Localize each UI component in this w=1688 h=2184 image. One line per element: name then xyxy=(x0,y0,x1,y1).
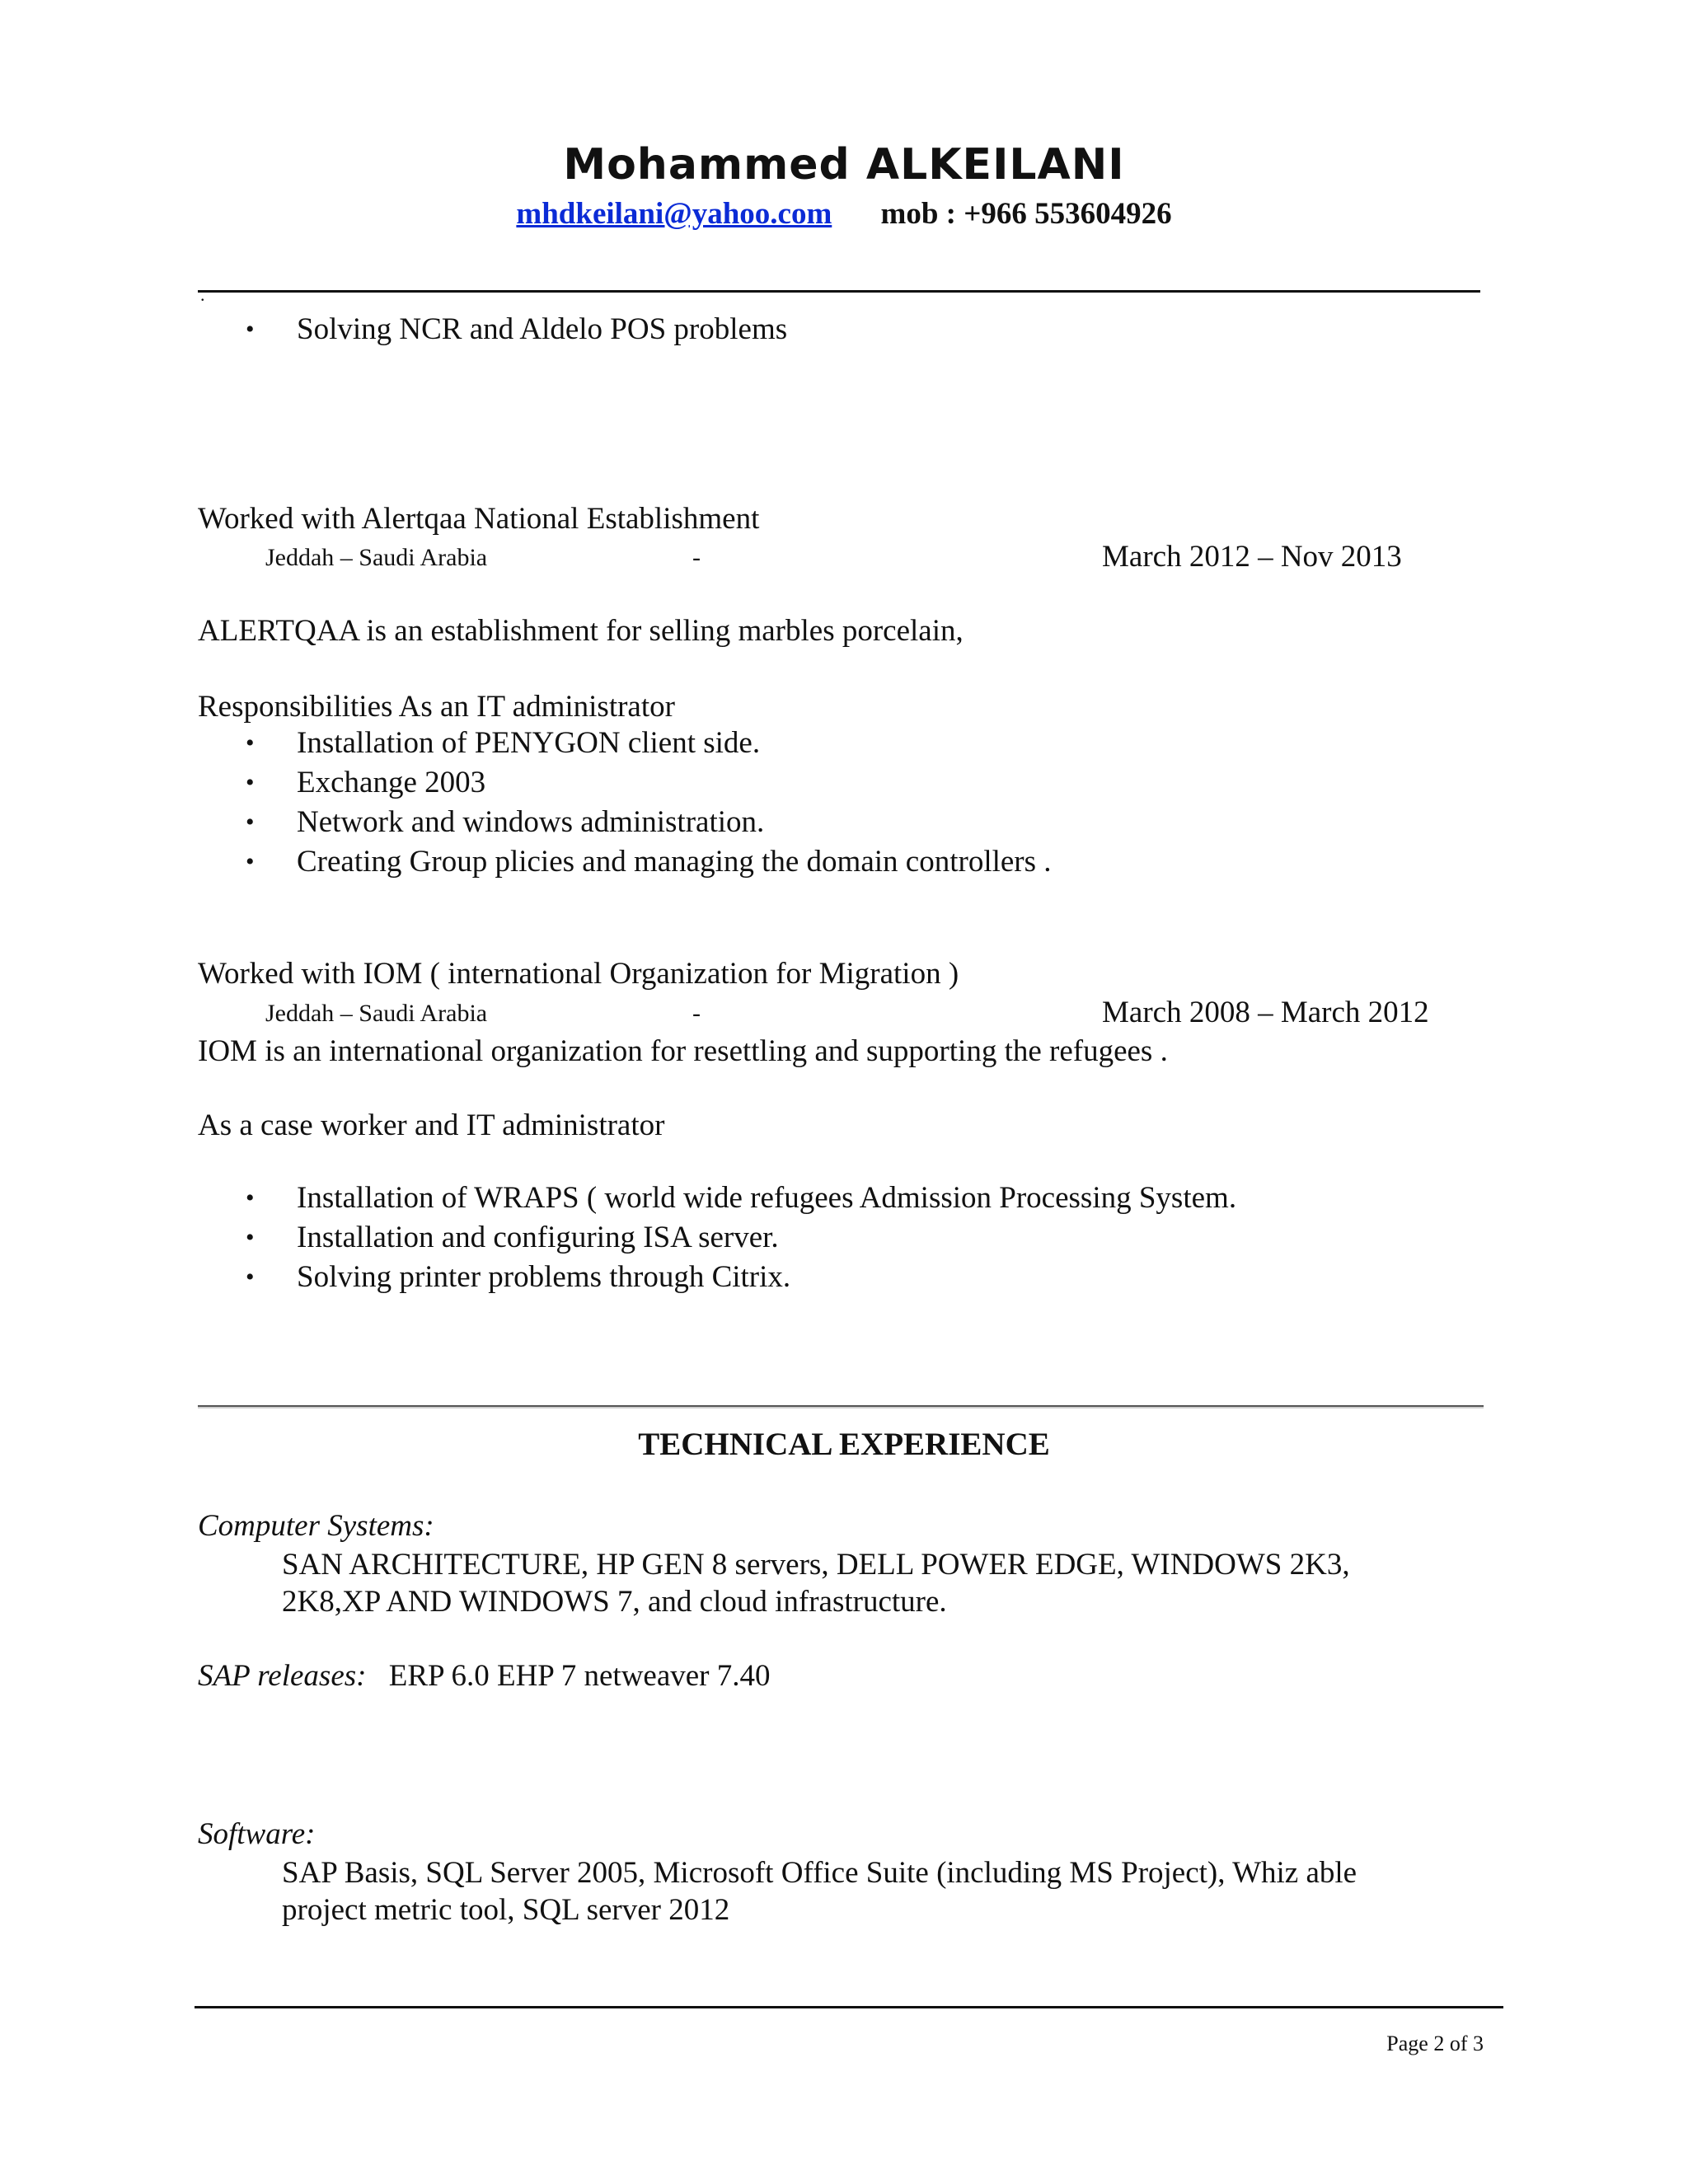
section-divider xyxy=(198,1405,1484,1408)
bullet-text: Installation of PENYGON client side. xyxy=(297,726,761,760)
software-line: project metric tool, SQL server 2012 xyxy=(282,1893,730,1927)
computer-systems-label: Computer Systems: xyxy=(198,1509,434,1543)
page-number: Page 2 of 3 xyxy=(1386,2032,1484,2055)
list-item xyxy=(198,842,1052,882)
bullet-icon: • xyxy=(246,1263,255,1291)
job-bullet-list xyxy=(198,724,1052,882)
job-location: Jeddah – Saudi Arabia xyxy=(265,544,488,571)
bullet-icon: • xyxy=(246,729,255,757)
footer-divider xyxy=(195,2006,1503,2008)
bullet-icon: • xyxy=(246,769,255,796)
bullet-text: Solving NCR and Aldelo POS problems xyxy=(297,312,788,346)
sap-releases-value: ERP 6.0 EHP 7 netweaver 7.40 xyxy=(388,1659,771,1693)
job-role: As a case worker and IT administrator xyxy=(198,1108,665,1142)
resume-name: Mohammed ALKEILANI xyxy=(563,140,1125,190)
job-role: Responsibilities As an IT administrator xyxy=(198,690,675,724)
job-description: IOM is an international organization for resettling and supporting the refugees . xyxy=(198,1034,1168,1068)
sap-releases-row xyxy=(198,1658,771,1694)
job-dates: March 2012 – Nov 2013 xyxy=(1102,540,1402,574)
email-link[interactable]: mhdkeilani@yahoo.com xyxy=(516,197,832,231)
bullet-text: Creating Group plicies and managing the domain controllers . xyxy=(297,845,1052,879)
bullet-icon: • xyxy=(246,1184,255,1212)
header-divider xyxy=(198,290,1480,293)
list-item xyxy=(198,1258,1236,1297)
bullet-text: Solving printer problems through Citrix. xyxy=(297,1260,791,1294)
stray-dot: . xyxy=(200,284,205,305)
job-dates: March 2008 – March 2012 xyxy=(1102,996,1429,1029)
job-title: Worked with IOM ( international Organization for Migration ) xyxy=(198,957,959,991)
section-title: TECHNICAL EXPERIENCE xyxy=(638,1427,1050,1462)
computer-systems-line: 2K8,XP AND WINDOWS 7, and cloud infrastructure. xyxy=(282,1585,947,1619)
bullet-icon: • xyxy=(246,848,255,875)
bullet-text: Exchange 2003 xyxy=(297,766,486,799)
list-item xyxy=(198,763,1052,803)
bullet-icon: • xyxy=(246,316,255,343)
list-item xyxy=(198,724,1052,763)
list-item xyxy=(198,803,1052,842)
software-line: SAP Basis, SQL Server 2005, Microsoft Office Suite (including MS Project), Whiz able xyxy=(282,1856,1357,1890)
job-description: ALERTQAA is an establishment for selling marbles porcelain, xyxy=(198,614,964,648)
bullet-icon: • xyxy=(246,1224,255,1251)
software-label: Software: xyxy=(198,1817,316,1851)
mobile-number: mob : +966 553604926 xyxy=(880,197,1172,231)
list-item xyxy=(198,1179,1236,1218)
list-item xyxy=(198,310,787,349)
job-location: Jeddah – Saudi Arabia xyxy=(265,1000,488,1027)
computer-systems-line: SAN ARCHITECTURE, HP GEN 8 servers, DELL POWER EDGE, WINDOWS 2K3, xyxy=(282,1548,1350,1582)
bullet-text: Installation and configuring ISA server. xyxy=(297,1221,779,1254)
job-bullet-list xyxy=(198,1179,1236,1297)
job-dash: - xyxy=(692,544,701,571)
sap-releases-label: SAP releases: xyxy=(198,1659,367,1693)
bullet-icon: • xyxy=(246,808,255,836)
contact-line xyxy=(0,196,1688,232)
job-title: Worked with Alertqaa National Establishment xyxy=(198,502,760,536)
bullet-text: Network and windows administration. xyxy=(297,805,765,839)
bullet-text: Installation of WRAPS ( world wide refugees Admission Processing System. xyxy=(297,1181,1237,1215)
intro-bullet-list xyxy=(198,310,787,349)
list-item xyxy=(198,1218,1236,1258)
job-dash: - xyxy=(692,1000,701,1027)
